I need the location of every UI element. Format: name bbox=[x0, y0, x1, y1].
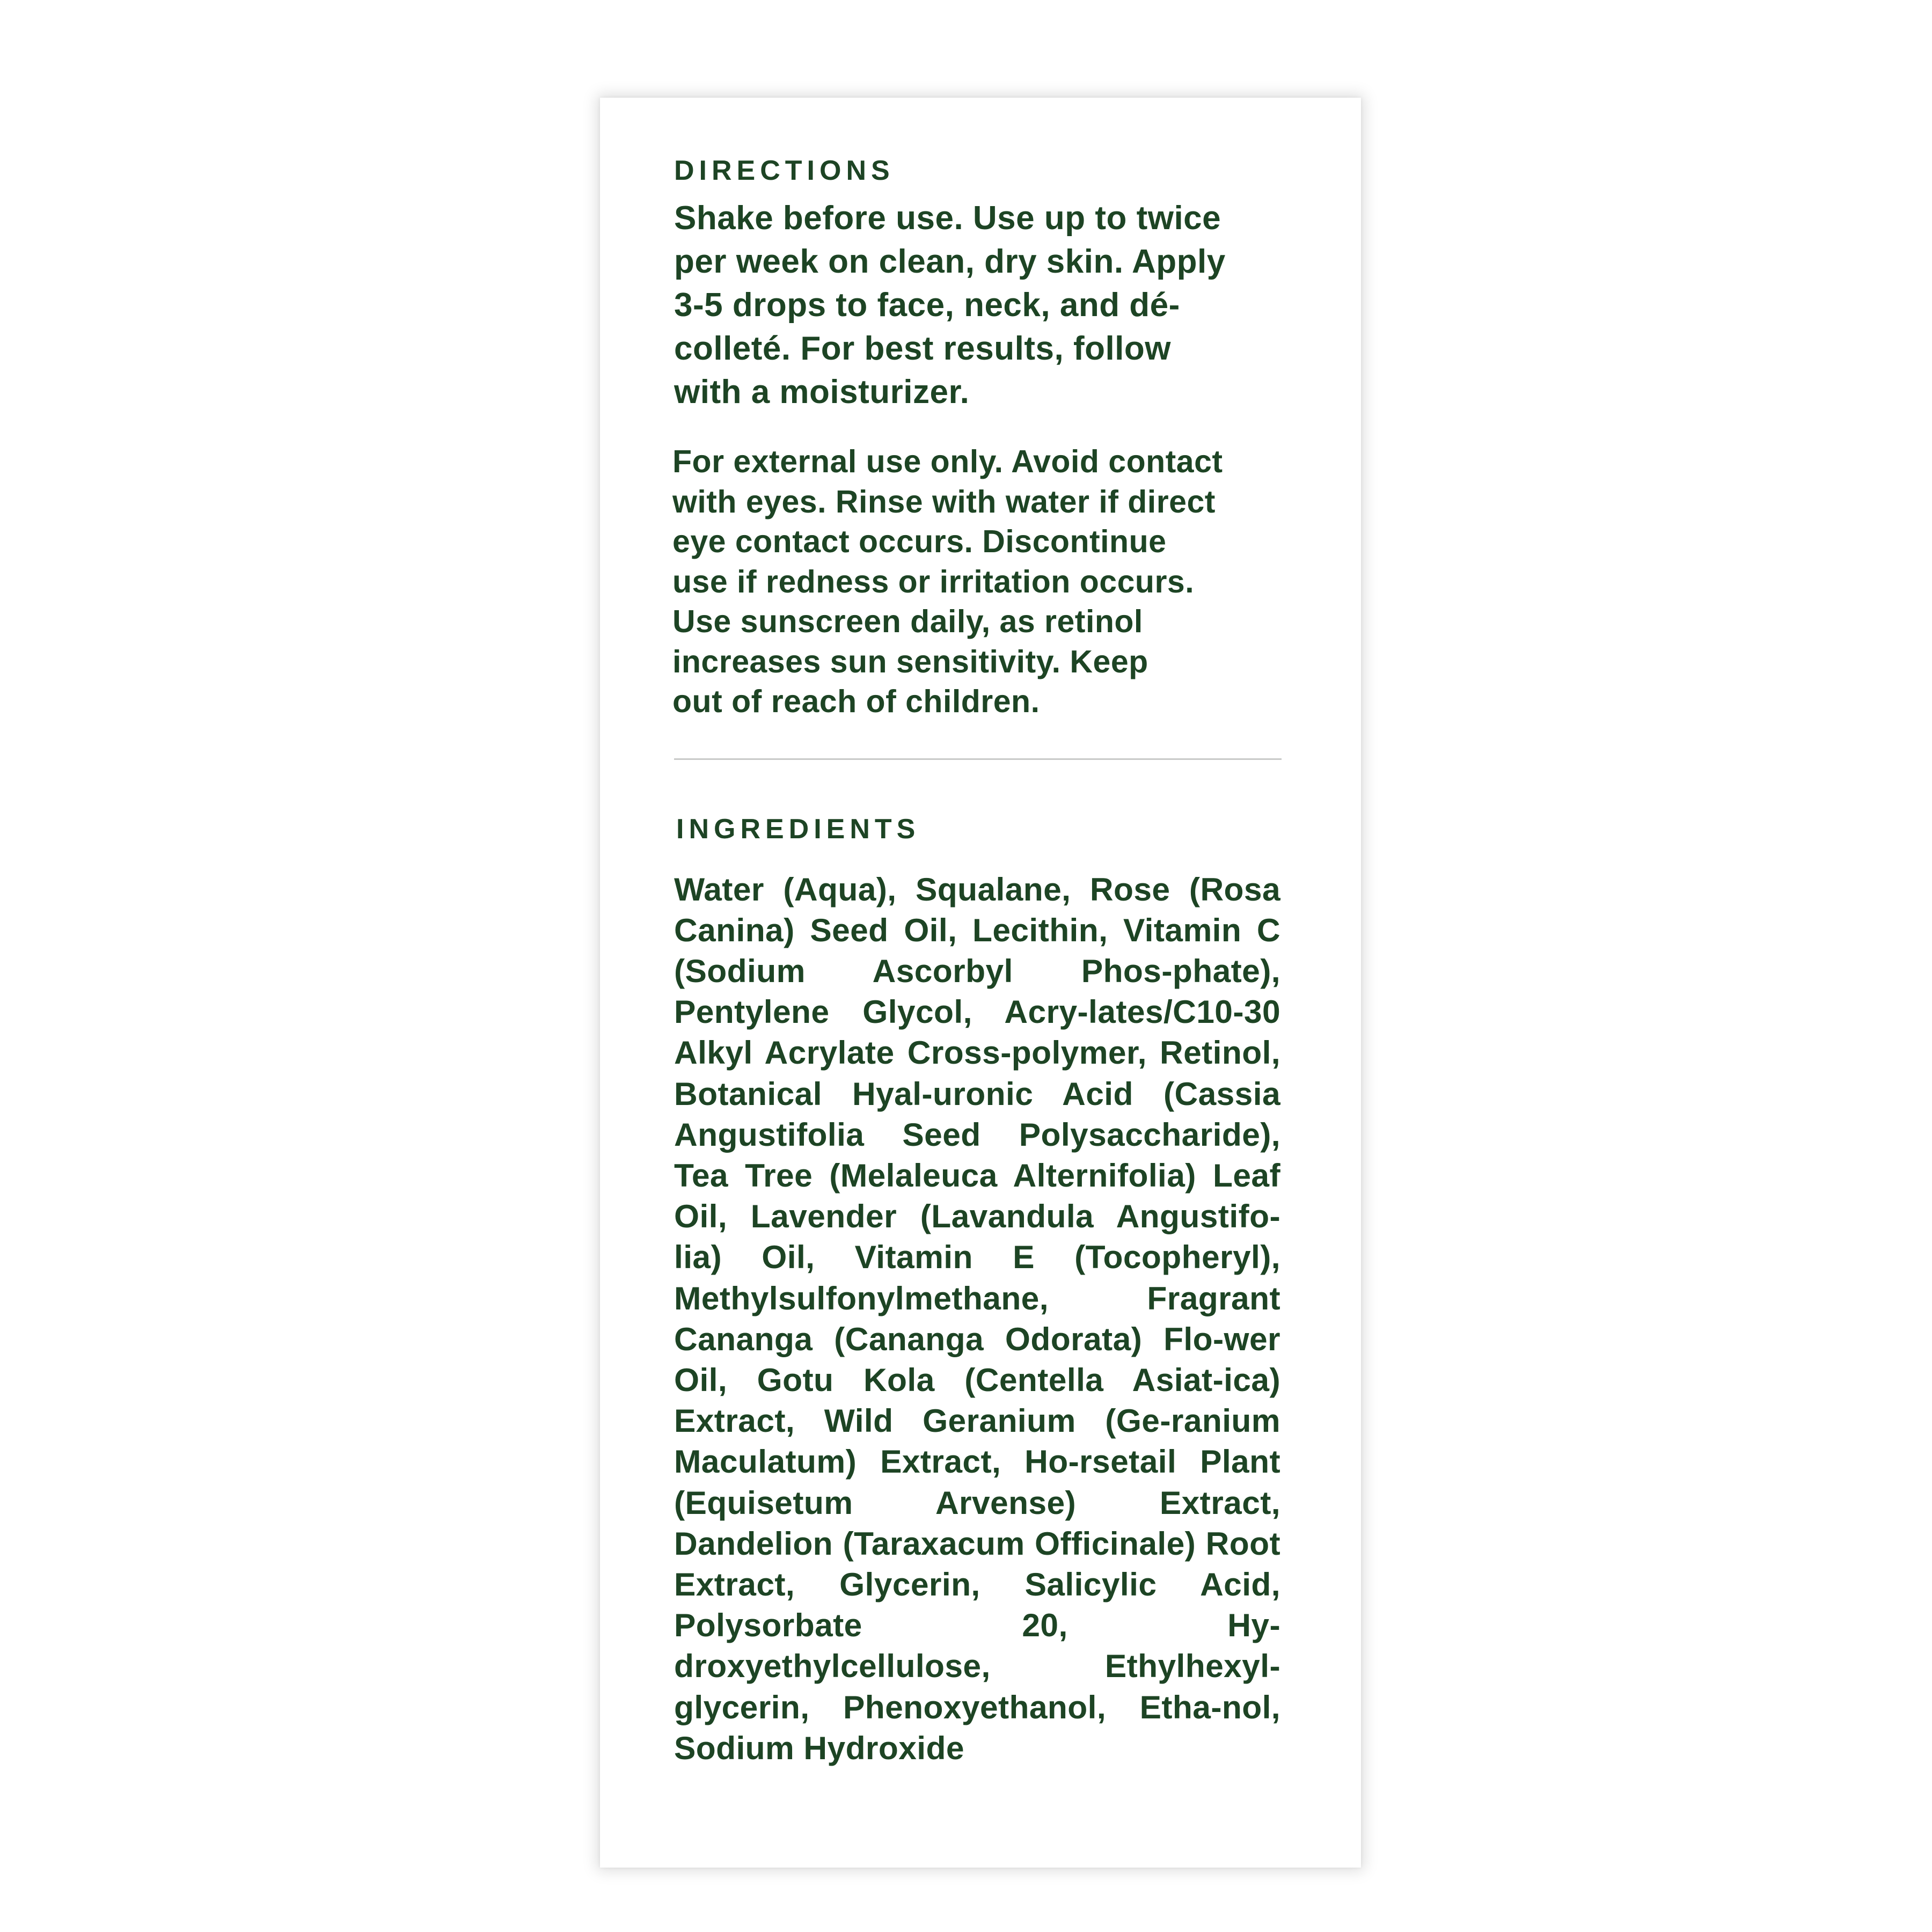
label-content bbox=[674, 157, 1286, 1768]
warning-text: For external use only. Avoid contact with eyes. Rinse with water if direct eye contact occurs. Discontinue use if redness or irritation occurs. Use sunscreen daily, as retinol increases sun sensitivity. Keep out of reach of children. bbox=[672, 444, 1223, 719]
directions-text: Shake before use. Use up to twice per week on clean, dry skin. Apply 3-5 drops to face, neck, and dé- colleté. For best results, follow with a moisturizer. bbox=[674, 200, 1226, 411]
label-panel bbox=[600, 98, 1361, 1868]
directions-heading: DIRECTIONS bbox=[674, 155, 895, 186]
ingredients-heading: INGREDIENTS bbox=[676, 813, 920, 845]
ingredients-text: Water (Aqua), Squalane, Rose (Rosa Canina) Seed Oil, Lecithin, Vitamin C (Sodium Ascorbyl Phos-phate), Pentylene Glycol, Acry-lates/C10-30 Alkyl Acrylate Cross-polymer, Retinol, Botanical Hyal-uronic Acid (Cassia Angustifolia Seed Polysaccharide), Tea Tree (Melaleuca Alternifolia) Leaf Oil, Lavender (Lavandula Angustifo-lia) Oil, Vitamin E (Tocopheryl), Methylsulfonylmethane, Fragrant Cananga (Cananga Odorata) Flo-wer Oil, Gotu Kola (Centella Asiat-ica) Extract, Wild Geranium (Ge-ranium Maculatum) Extract, Ho-rsetail Plant (Equisetum Arvense) Extract, Dandelion (Taraxacum Officinale) Root Extract, Glycerin, Salicylic Acid, Polysorbate 20, Hy-droxyethylcellulose, Ethylhexyl-glycerin, Phenoxyethanol, Etha-nol, Sodium Hydroxide bbox=[674, 870, 1280, 1766]
section-divider bbox=[674, 758, 1282, 760]
